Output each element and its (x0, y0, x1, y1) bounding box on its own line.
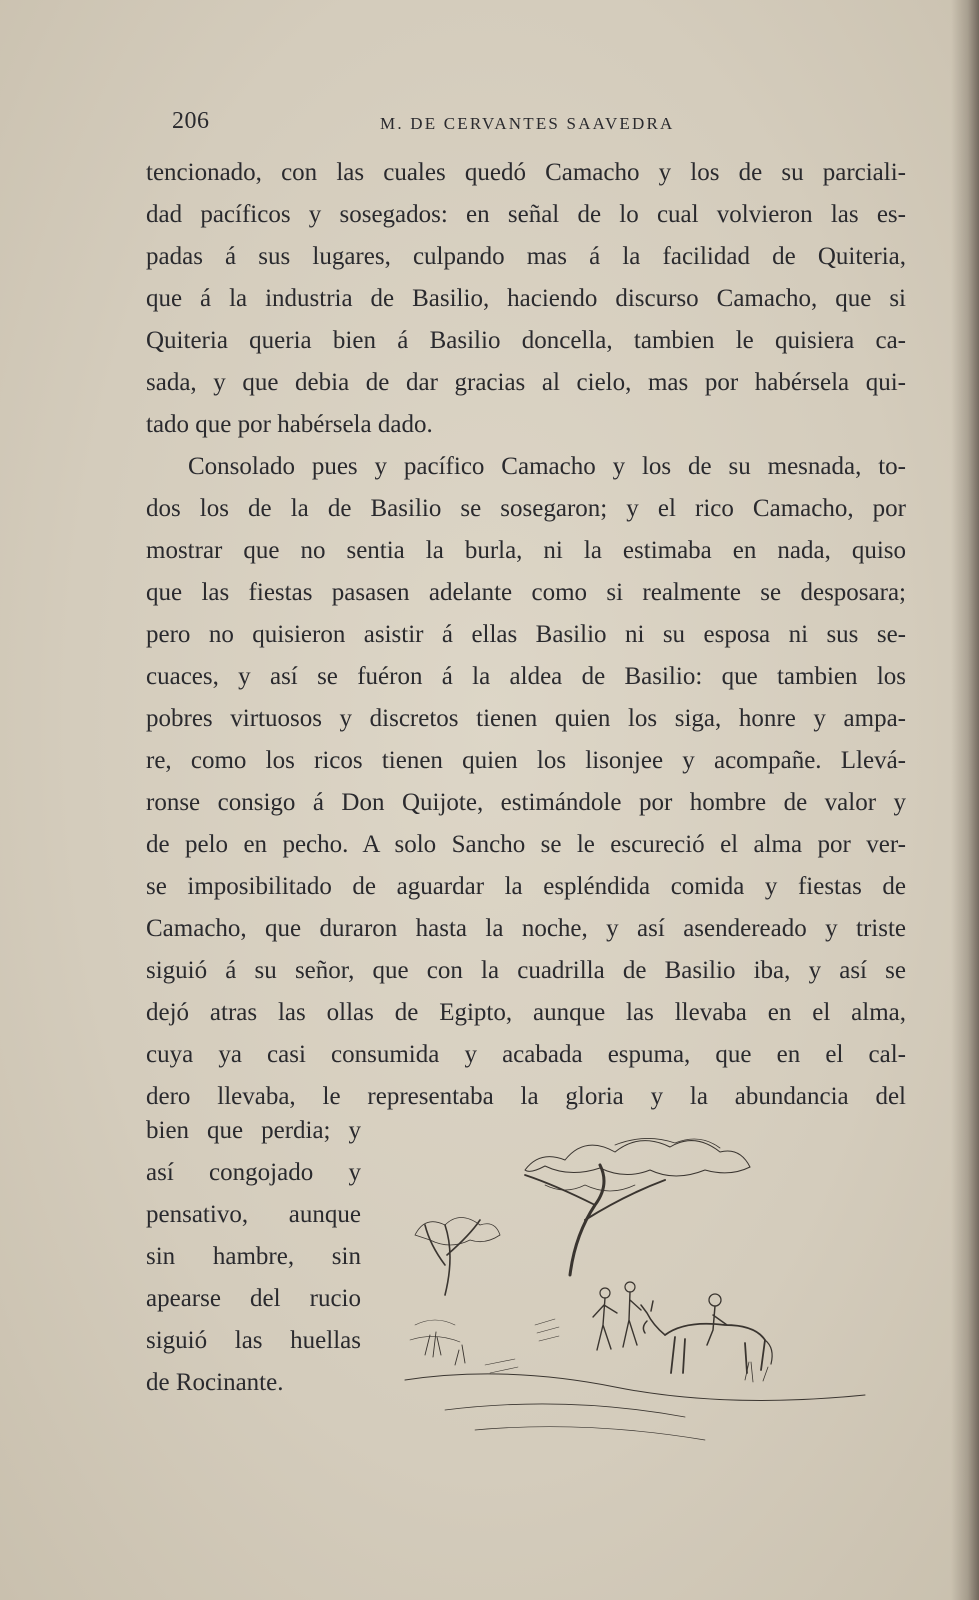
wrapped-text-column (146, 1110, 361, 1404)
text-line: tencionado, con las cuales quedó Camacho y los de su parciali- (146, 159, 906, 186)
text-line: así congojado y (146, 1159, 361, 1186)
page-spine-shadow (951, 0, 979, 1600)
text-line: re, como los ricos tienen quien los lisonjee y acompañe. Llevá- (146, 747, 906, 774)
running-head: M. DE CERVANTES SAAVEDRA (380, 114, 675, 133)
text-line: Consolado pues y pacífico Camacho y los de su mesnada, to- (188, 453, 906, 480)
text-line: de Rocinante. (146, 1369, 284, 1396)
text-line: siguió las huellas (146, 1327, 361, 1354)
text-line: dad pacíficos y sosegados: en señal de lo cual volvieron las es- (146, 201, 906, 228)
text-line: Quiteria queria bien á Basilio doncella, tambien le quisiera ca- (146, 327, 906, 354)
text-line: ronse consigo á Don Quijote, estimándole por hombre de valor y (146, 789, 906, 816)
text-line: siguió á su señor, que con la cuadrilla de Basilio iba, y así se (146, 957, 906, 984)
text-line: Camacho, que duraron hasta la noche, y así asendereado y triste (146, 915, 906, 942)
text-line: pero no quisieron asistir á ellas Basilio ni su esposa ni sus se- (146, 621, 906, 648)
text-line: de pelo en pecho. A solo Sancho se le escureció el alma por ver- (146, 831, 906, 858)
text-line: dos los de la de Basilio se sosegaron; y el rico Camacho, por (146, 495, 906, 522)
page-number: 206 (172, 108, 210, 134)
text-line: pobres virtuosos y discretos tienen quien los siga, honre y ampa- (146, 705, 906, 732)
text-line: cuya ya casi consumida y acabada espuma, que en el cal- (146, 1041, 906, 1068)
text-line: pensativo, aunque (146, 1201, 361, 1228)
text-line: apearse del rucio (146, 1285, 361, 1312)
text-line: que á la industria de Basilio, haciendo discurso Camacho, que si (146, 285, 906, 312)
body-text (146, 152, 906, 1118)
text-line: se imposibilitado de aguardar la espléndida comida y fiestas de (146, 873, 906, 900)
text-line: mostrar que no sentia la burla, ni la estimaba en nada, quiso (146, 537, 906, 564)
text-line: sada, y que debia de dar gracias al cielo, mas por habérsela qui- (146, 369, 906, 396)
engraving-illustration (385, 1125, 890, 1445)
text-line: dejó atras las ollas de Egipto, aunque las llevaba en el alma, (146, 999, 906, 1026)
text-line: sin hambre, sin (146, 1243, 361, 1270)
text-line: bien que perdia; y (146, 1117, 361, 1144)
page-header (0, 108, 979, 142)
text-line: dero llevaba, le representaba la gloria y la abundancia del (146, 1083, 906, 1110)
text-line: cuaces, y así se fuéron á la aldea de Basilio: que tambien los (146, 663, 906, 690)
text-line: que las fiestas pasasen adelante como si realmente se desposara; (146, 579, 906, 606)
text-line: tado que por habérsela dado. (146, 411, 433, 438)
text-line: padas á sus lugares, culpando mas á la facilidad de Quiteria, (146, 243, 906, 270)
